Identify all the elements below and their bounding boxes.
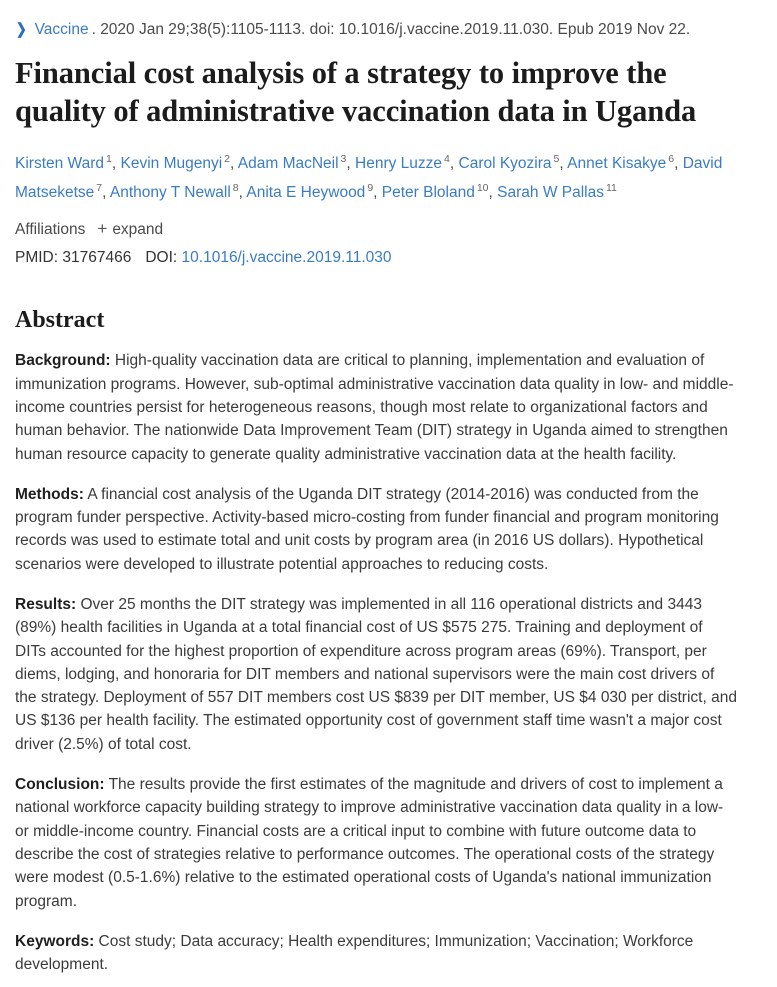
journal-name-link[interactable]: Vaccine bbox=[34, 21, 89, 38]
affiliations-label: Affiliations bbox=[15, 221, 86, 239]
author-affiliation-superscript[interactable]: 9 bbox=[367, 182, 374, 195]
author-affiliation-superscript[interactable]: 4 bbox=[444, 153, 450, 165]
abstract-heading: Abstract bbox=[15, 307, 105, 334]
abstract-section bbox=[15, 593, 737, 756]
author-link[interactable]: Adam MacNeil bbox=[237, 155, 339, 173]
abstract-section-text: Over 25 months the DIT strategy was implemented in all 116 operational districts and 3443 (89%) health facilities in Uganda at a total financial cost of US $575 275. Training and deployment of DITs accounted for the highest proportion of expenditure across program areas (69%). Transport, per diems, lodging, and honoraria for DIT members and national supervisors were the main cost drivers of the strategy. Deployment of 557 DIT members cost US $839 per DIT member, US $4 030 per district, and US $136 per health facility. The estimated opportunity cost of government staff time wasn't a major cost driver (2.5%) of total cost. bbox=[15, 595, 737, 753]
author-link[interactable]: Annet Kisakye bbox=[567, 155, 667, 173]
author-affiliation-superscript[interactable]: 3 bbox=[340, 153, 347, 165]
abstract-section-label: Conclusion: bbox=[15, 776, 105, 794]
author-affiliation-superscript[interactable]: 10 bbox=[476, 182, 489, 195]
abstract-section bbox=[15, 773, 737, 913]
expand-label: expand bbox=[112, 221, 164, 239]
author-link[interactable]: Anthony T Newall bbox=[109, 184, 231, 202]
author-separator: , bbox=[559, 155, 568, 173]
plus-icon: + bbox=[97, 219, 108, 239]
doi-label: DOI: bbox=[145, 249, 178, 267]
abstract-section-label: Methods: bbox=[15, 485, 84, 503]
identifiers-row bbox=[15, 247, 762, 269]
author-separator: , bbox=[346, 155, 356, 173]
author-separator: , bbox=[449, 155, 459, 173]
author-affiliation-superscript[interactable]: 11 bbox=[605, 182, 617, 195]
abstract-section bbox=[15, 483, 737, 576]
pmid-value: 31767466 bbox=[62, 249, 132, 267]
author-link[interactable]: Sarah W Pallas bbox=[497, 184, 604, 202]
abstract-section-label: Background: bbox=[15, 352, 111, 370]
doi-link[interactable]: 10.1016/j.vaccine.2019.11.030 bbox=[181, 249, 392, 267]
author-link[interactable]: Peter Bloland bbox=[381, 184, 475, 202]
page-title: Financial cost analysis of a strategy to improve the quality of administrative vaccination data in Uganda bbox=[15, 56, 697, 128]
chevron-right-icon[interactable]: ❯ bbox=[15, 21, 27, 38]
author-link[interactable]: David Matseketse bbox=[15, 155, 723, 202]
pmid-label: PMID: bbox=[15, 249, 59, 267]
abstract-section-text: The results provide the first estimates of the magnitude and drivers of cost to implement a national workforce capacity building strategy to improve administrative vaccination data quality in a low- or middle-income country. Financial costs are a critical input to combine with future outcome data to describe the cost of strategies relative to performance outcomes. The operational costs of the strategy were modest (0.5-1.6%) relative to the estimated operational costs of Uganda's national immunization program. bbox=[15, 776, 724, 910]
author-separator: , bbox=[230, 155, 238, 173]
abstract-body bbox=[15, 349, 762, 976]
abstract-section-label: Results: bbox=[15, 595, 77, 613]
author-affiliation-superscript[interactable]: 7 bbox=[96, 182, 103, 195]
abstract-section bbox=[15, 930, 737, 977]
author-affiliation-superscript[interactable]: 8 bbox=[232, 182, 239, 195]
abstract-section-label: Keywords: bbox=[15, 932, 95, 950]
journal-citation bbox=[15, 0, 762, 40]
affiliations-row bbox=[15, 219, 762, 241]
abstract-section bbox=[15, 349, 737, 465]
abstract-section-text: Cost study; Data accuracy; Health expenditures; Immunization; Vaccination; Workforce development. bbox=[15, 932, 694, 974]
author-link[interactable]: Kevin Mugenyi bbox=[120, 155, 223, 173]
author-separator: , bbox=[488, 184, 498, 202]
author-separator: , bbox=[111, 155, 121, 173]
author-affiliation-superscript[interactable]: 6 bbox=[668, 153, 675, 165]
abstract-section-text: A financial cost analysis of the Uganda DIT strategy (2014-2016) was conducted from the program funder perspective. Activity-based micro-costing from funder financial and program monitoring records was used to estimate total and unit costs by program area (in 2016 US dollars). Hypothetical scenarios were developed to illustrate potential approaches to reducing costs. bbox=[15, 485, 719, 573]
abstract-section-text: High-quality vaccination data are critical to planning, implementation and evaluation of immunization programs. However, sub-optimal administrative vaccination data quality in low- and middle-income countries persist for heterogeneous reasons, though most relate to organizational factors and human behavior. The nationwide Data Improvement Team (DIT) strategy in Uganda aimed to strengthen human resource capacity to generate quality administrative vaccination data at the health facility. bbox=[15, 352, 734, 463]
author-link[interactable]: Henry Luzze bbox=[355, 155, 443, 173]
author-affiliation-superscript[interactable]: 1 bbox=[106, 153, 112, 165]
author-link[interactable]: Anita E Heywood bbox=[246, 184, 366, 202]
author-separator: , bbox=[373, 184, 382, 202]
author-separator: , bbox=[238, 184, 247, 202]
author-list bbox=[15, 147, 745, 205]
expand-affiliations-button[interactable] bbox=[97, 219, 163, 241]
author-separator: , bbox=[674, 155, 683, 173]
author-link[interactable]: Kirsten Ward bbox=[15, 155, 105, 173]
author-affiliation-superscript[interactable]: 5 bbox=[553, 153, 560, 165]
author-separator: , bbox=[102, 184, 110, 202]
author-link[interactable]: Carol Kyozira bbox=[458, 155, 552, 173]
author-affiliation-superscript[interactable]: 2 bbox=[224, 153, 230, 165]
citation-details: . 2020 Jan 29;38(5):1105-1113. doi: 10.1016/j.vaccine.2019.11.030. Epub 2019 Nov 22. bbox=[91, 21, 691, 38]
